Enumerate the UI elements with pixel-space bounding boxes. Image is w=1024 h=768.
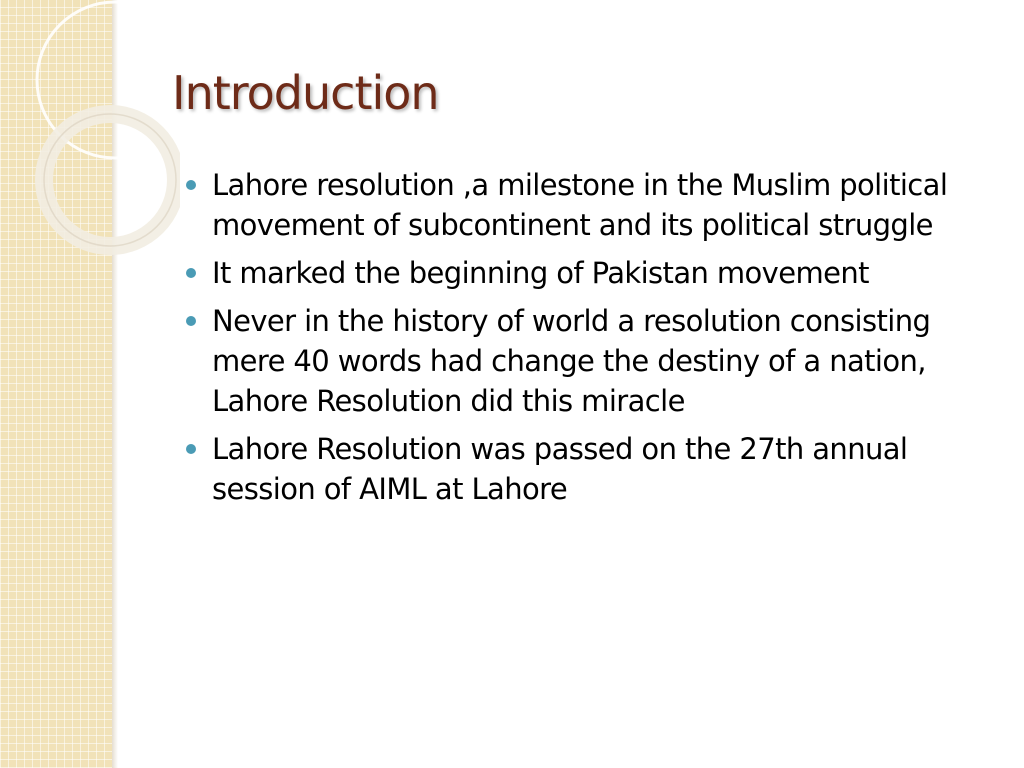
bullet-item	[184, 253, 1004, 293]
bullet-text: It marked the beginning of Pakistan movement	[212, 256, 869, 290]
bullet-text: Never in the history of world a resolution consisting mere 40 words had change the destiny of a nation, Lahore Resolution did this miracle	[212, 304, 931, 418]
bullet-text: Lahore Resolution was passed on the 27th annual session of AIML at Lahore	[212, 432, 908, 506]
bullet-dot-icon	[186, 316, 196, 326]
bullet-text: Lahore resolution ,a milestone in the Muslim political movement of subcontinent and its political struggle	[212, 168, 948, 242]
slide-title: Introduction	[172, 66, 439, 120]
bullet-list	[184, 165, 1004, 517]
bullet-item	[184, 165, 1004, 245]
bullet-dot-icon	[186, 180, 196, 190]
bullet-item	[184, 301, 1004, 421]
bullet-item	[184, 429, 1004, 509]
ring-decoration-icon	[0, 0, 180, 260]
bullet-dot-icon	[186, 268, 196, 278]
bullet-dot-icon	[186, 444, 196, 454]
